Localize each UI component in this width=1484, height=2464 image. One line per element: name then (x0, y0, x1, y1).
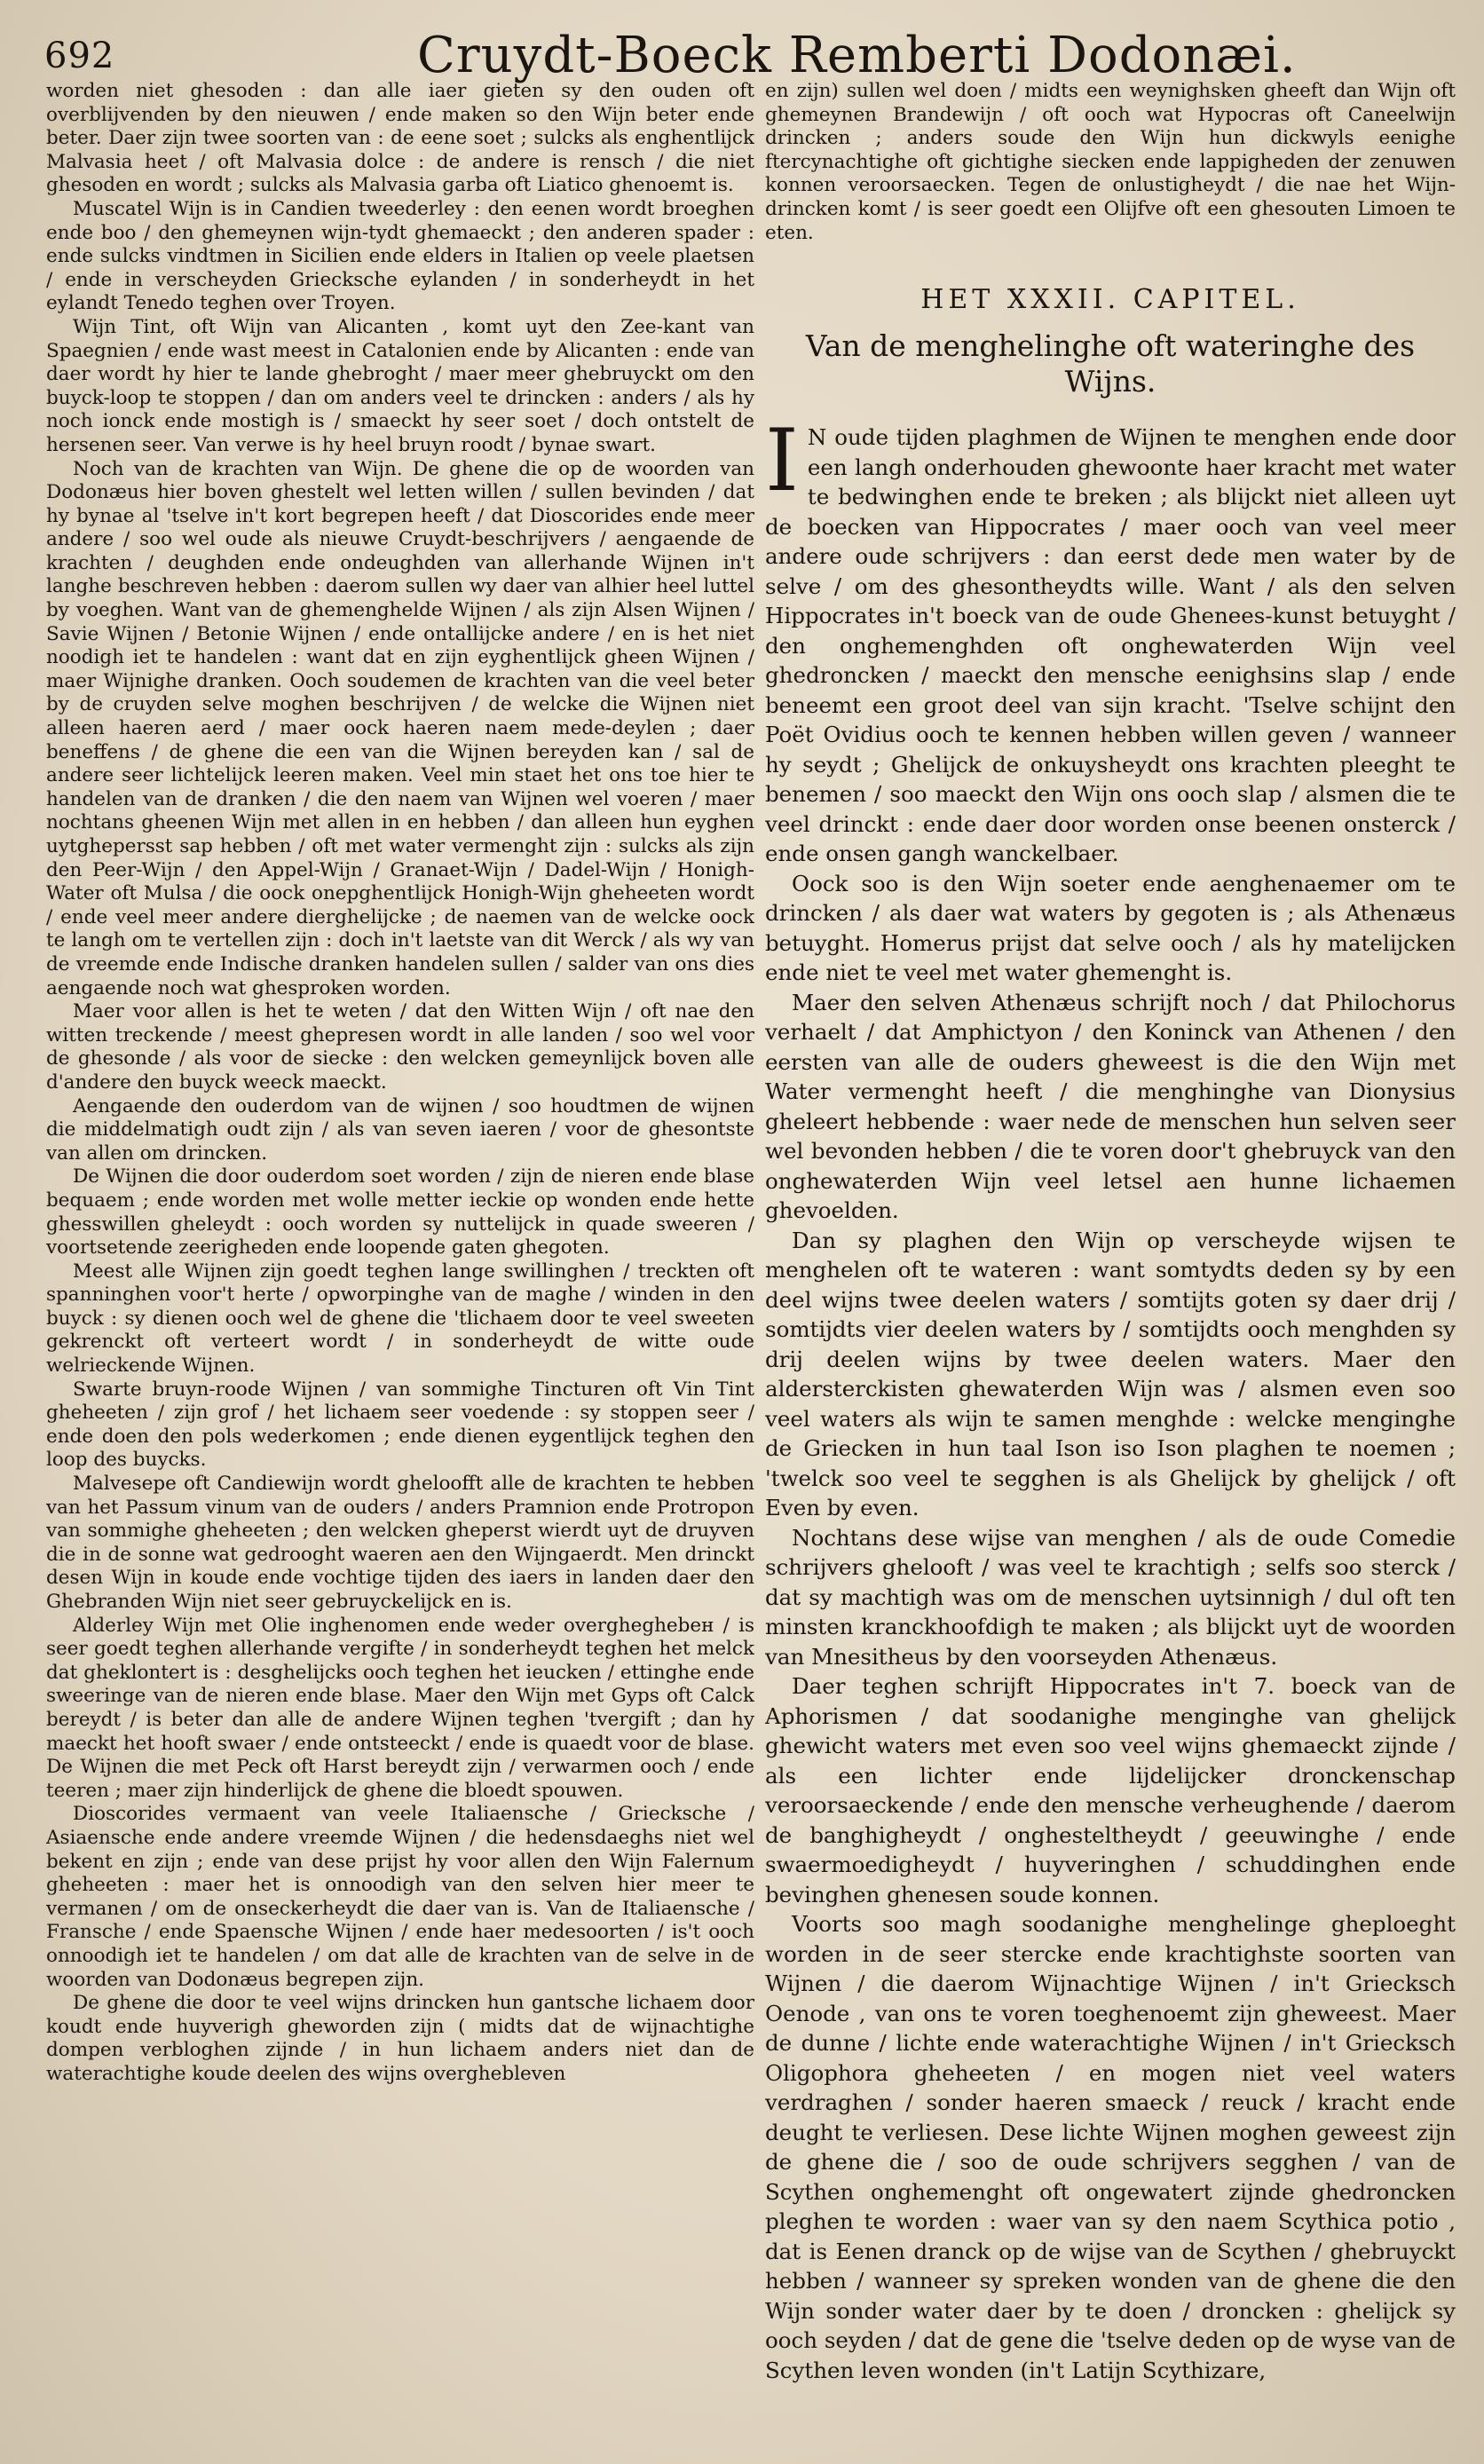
page-number: 692 (44, 36, 115, 76)
left-paragraph: Wijn Tint, oft Wijn van Alicanten , komt uyt den Zee-kant van Spaegnien / ende wast meest in Catalonien ende by Alicanten : ende van daer wordt hy hier te lande ghebroght / maer meer ghebruyckt om den buyck-loop te stoppen / dan om anders veel te drincken : anders / als hy noch ionck ende mostigh is / smaeckt hy seer soet / doch ontstelt de hersenen seer. Van verwe is hy heel bruyn roodt / bynae swart. (46, 315, 754, 456)
left-paragraph: Noch van de krachten van Wijn. De ghene die op de woorden van Dodonæus hier boven ghestelt wel letten willen / sullen bevinden / dat hy bynae al 'tselve in't kort begrepen heeft / dat Dioscorides ende meer andere / soo wel oude als nieuwe Cruydt-beschrijvers / aengaende de krachten / deughden ende ondeughden van allerhande Wijnen in't langhe beschreven hebben : daerom sullen wy daer van alhier heel luttel by voeghen. Want van de ghemenghelde Wijnen / als zijn Alsen Wijnen / Savie Wijnen / Betonie Wijnen / ende ontallijcke andere / en is het niet noodigh iet te handelen : want dat en zijn eyghentlijck gheen Wijnen / maer Wijnighe dranken. Ooch soudemen de krachten van die veel beter by de cruyden selve moghen beschrijven / de welcke die Wijnen niet alleen haeren aerd / maer oock haeren naem mede-deylen ; daer beneffens / de ghene die een van die Wijnen bereyden kan / sal de andere seer lichtelijck leeren maken. Veel min staet het ons toe hier te handelen van de dranken / die den naem van Wijnen wel voeren / maer nochtans gheenen Wijn met allen in en hebben / dan alleen hun eyghen uytghepersst sap hebben / oft met water vermenght zijn : sulcks als zijn den Peer-Wijn / den Appel-Wijn / Granaet-Wijn / Dadel-Wijn / Honigh-Water oft Mulsa / die oock onepghentlijck Honigh-Wijn gheheeten wordt / ende veel meer andere dierghelijcke ; de naemen van de welcke oock te langh om te vertellen zijn : doch in't laetste van dit Werck / als wy van de vreemde ende Indische dranken handelen sullen / salder van ons dies aengaende noch wat ghesproken worden. (46, 457, 754, 999)
right-paragraph: Daer teghen schrijft Hippocrates in't 7. boeck van de Aphorismen / dat soodanighe menginghe van ghelijck ghewicht waters met even soo veel wijns ghemaeckt zijnde / als een lichter ende lijdelijcker dronckenschap veroorsaeckende / ende den mensche verheughende / daerom de banghigheydt / onghesteltheydt / geeuwinghe / ende swaermoedigheydt / huyveringhen / schuddinghen ende bevinghen ghenesen soude konnen. (765, 1673, 1456, 1907)
chapter-body (765, 411, 1456, 2385)
left-paragraph: Aengaende den ouderdom van de wijnen / soo houdtmen de wijnen die middelmatigh oudt zijn / als van seven iaeren / voor de ghesontste van allen om drincken. (46, 1094, 754, 1165)
right-paragraph: Voorts soo magh soodanighe menghelinge gheploeght worden in de seer stercke ende krachtighste soorten van Wijnen / die daerom Wijnachtige Wijnen / in't Griecksch Oenode , van ons te voren toeghenoemt zijn gheweest. Maer de dunne / lichte ende waterachtighe Wijnen / in't Griecksch Oligophora gheheeten / en mogen niet veel waters verdraghen / sonder haeren smaeck / reuck / kracht ende deught te verliesen. Dese lichte Wijnen moghen geweest zijn de ghene die / soo de oude schrijvers segghen / van de Scythen onghemenght oft ongewatert zijnde ghedroncken pleghen te worden : waer van sy den naem Scythica potio , dat is Eenen dranck op de wijse van de Scythen / ghebruyckt hebben / wanneer sy spreken wonden van de ghene die den Wijn sonder water daer by te doen / droncken : ghelijck sy ooch seyden / dat de gene die 'tselve deden op de wyse van de Scythen leven wonden (in't Latijn Scythizare, (765, 1911, 1456, 2383)
right-paragraph: N oude tijden plaghmen de Wijnen te menghen ende door een langh onderhouden ghewoonte haer kracht met water te bedwinghen ende te breken ; als blijckt niet alleen uyt de boecken van Hippocrates / maer ooch van veel meer andere oude schrijvers : dan eerst dede men water by de selve / om des ghesontheydts wille. Want / als den selven Hippocrates in't boeck van de oude Ghenees-kunst betuyght / den onghemenghden oft onghewaterden Wijn veel ghedroncken / maeckt den mensche eenighsins slap / ende beneemt een groot deel van sijn kracht. 'Tselve schijnt den Poët Ovidius ooch te kennen hebben willen gеven / wanneer hy seydt ; Ghelijck de onkuysheydt ons krachten pleeght te benemen / soo maeckt den Wijn ons ooch slap / alsmen die te veel drinckt : ende daer door worden onse beenen onsterck / ende onsen gangh wanckelbaer. (765, 424, 1456, 867)
chapter-heading: HET XXXII. CAPITEL. (920, 284, 1300, 316)
right-paragraph: Oock soo is den Wijn soeter ende aenghenaemer om te drincken / als daer wat waters by gegoten is ; als Athenæus betuyght. Homerus prijst dat selve ooch / als hy matelijcken ende niet te veel met water ghemenght is. (765, 870, 1456, 986)
left-column (46, 80, 754, 2441)
page-header (44, 16, 1447, 84)
right-paragraph: Nochtans dese wijse van menghen / als de oude Comedie schrijvers ghelooft / was veel te krachtigh ; selfs soo sterck / dat sy machtigh was om de menschen uytsinnigh / dul oft ten minsten kranckhoofdigh te maken ; als blijckt uyt de woorden van Mnesitheus by den voorseyden Athenæus. (765, 1524, 1456, 1670)
right-paragraph: en zijn) sullen wel doen / midts een weynighsken gheeft dan Wijn oft ghemeynen Brandewijn / oft ooch wat Hypocras oft Caneelwijn drincken ; anders soude den Wijn hun dickwyls eenighe ftercynachtighe oft gichtighe siecken ende lappigheden der zenuwen konnen veroorsaecken. Tegen de onlustigheydt / die nae het Wijn-drincken komt / is seer goedt een Olijfve oft een ghesouten Limoen te eten. (765, 80, 1456, 244)
running-title: Cruydt-Boeck Remberti Dodonæi. (417, 27, 1297, 84)
left-paragraph: Dioscorides vermaent van veele Italiaensche / Griecksche / Asiaensche ende andere vreemde Wijnen / die hedensdaeghs niet wel bekent en zijn ; ende van dese prijst hy voor allen den Wijn Falernum gheheeten : maer het is onnoodigh van den selven hier meer te vermanen / om de onseckerheydt die daer van is. Van de Italiaensche / Fransche / ende Spaensche Wijnen / ende haer medesoorten / is't ooch onnoodigh iet te handelen / om dat alle de krachten van de selve in de woorden van Dodonæus begrepen zijn. (46, 1803, 754, 1991)
left-paragraph: Maer voor allen is het te weten / dat den Witten Wijn / oft nae den witten treckende / meest ghepresen wordt in alle landen / soo wel voor de ghesonde / als voor de siecke : den welcken gemeynlijck boven alle d'andere den buyck weeck maeckt. (46, 1000, 754, 1094)
left-paragraph: Alderley Wijn met Olie inghenomen ende weder overgheghebeн / is seer goedt teghen allerhande vergifte / in sonderheydt teghen het melck dat ghеklontert is : desghelijcks ooch teghen het ieucken / ettinghe ende sweeringe van de nieren ende blase. Maer den Wijn met Gyps oft Calck bereydt / is beter dan alle de andere Wijnen teghen 'tvergift ; dan hy maeckt het hooft swaer / ende ontsteeckt / ende is quaedt voor de blase. De Wijnen die met Peck oft Harst bereydt zijn / verwarmen ooch / ende teeren ; maer zijn hinderlijck de ghene die bloedt spouwen. (46, 1614, 754, 1802)
right-column (765, 80, 1456, 2450)
left-paragraph: Muscatel Wijn is in Candien tweederley : den eenen wordt broeghen ende boo / den ghemeynen wijn-tydt ghemaeckt ; den anderen spader : ende sulcks vindtmen in Sicilien ende elders in Italien op veele plaetsen / ende in verscheyden Griecksche eylanden / in sonderheydt in het eylandt Tenedo teghen over Troyen. (46, 197, 754, 315)
right-paragraph: Maer den selven Athenæus schrijft noch / dat Philochorus verhaelt / dat Amphictyon / den Koninck van Athenen / den eersten van alle de ouders gheweest is die den Wijn met Water vermenght heeft / die menghinghe van Dionysius gheleert hebbende : waer nede de menschen hun selven seer wel bevonden hebben / die te voren door't ghebruyck van den onghewaterden Wijn veel letsel aen hunne lichaemen ghevoelden. (765, 989, 1456, 1224)
left-paragraph: De Wijnen die door ouderdom soet worden / zijn de nieren ende blase bequaem ; ende worden met wolle metter ieckie op wonden ende hette ghesswillen gheleydt : ooch worden sy nuttelijck in quade sweeren / voortsetende zeerigheden ende loopende gaten ghegoten. (46, 1165, 754, 1260)
right-paragraph: Dan sy plaghen den Wijn op verscheyde wijsen te menghelen oft te wateren : want somtydts deden sy by een deel wijns twee deelen waters / somtijts goten sy daer drij / somtijdts vier deelen waters by / somtijdts ooch menghden sy drij deelen wijns by twee deelen waters. Maer den aldersterckisten ghewaterden Wijn was / alsmen even soo veel waters als wijn te samen menghde : welcke menginghe de Griecken in hun taal Ison iso Ison plaghen te noemen ; 'twelck soo veel te segghen is als Ghelijck by ghelijck / oft Even by even. (765, 1227, 1456, 1521)
left-paragraph: worden niet ghesoden : dan alle iaer gieten sy den ouden oft overblijvenden by den nieuwen / ende maken so den Wijn beter ende beter. Daer zijn twee soorten van : de eene soet ; sulcks als enghentlijck Malvasia heet / oft Malvasia dolce : de andere is rensch / die niet ghesoden en wordt ; sulcks als Malvasia garba oft Liatico ghenoemt is. (46, 80, 754, 197)
left-paragraph: Meest alle Wijnen zijn goedt teghen lange swillinghen / treckten oft spanninghen voor't herte / opworpinghe van de maghe / winden in den buyck : sy dienen ooch wel de ghene die 'tlichaem door te veel sweeten gekrenckt oft vertеert wordt / in sonderheydt de witte oude welrieckende Wijnen. (46, 1260, 754, 1378)
drop-cap-initial: I (765, 411, 799, 511)
left-paragraph: De ghene die door te veel wijns drincken hun gantsche lichaem door koudt ende huyverigh ghеworden zijn ( midts dat de wijnachtighe dompen verbloghen zijnde / in hun lichaem anders niet dan de waterachtighe koude deelen des wijns overghebleven (46, 1992, 754, 2085)
left-paragraph: Malvesepe oft Candiewijn wordt gheloofft alle de krachten te hebben van het Passum vinum van de ouders / anders Pramnion ende Protropon van sommighe gheheeten ; den welcken gheperst wierdt uyt de druyven die in de sonne wat gedrooght waeren aen den Wijngaerdt. Men drinckt desen Wijn in koude ende vochtige tijden des iaers in landen daer den Ghebranden Wijn niet seer gebruyckelijck en is. (46, 1473, 754, 1613)
left-paragraph: Swarte bruyn-roode Wijnen / van sommighe Tincturen oft Vin Tint gheheeten / zijn grof / het lichaem seer voedende : sy stoppen seer / ende doen den pols wederkomen ; ende dienen eygentlijck teghen den loop des buycks. (46, 1378, 754, 1472)
chapter-subtitle: Van de menghelinghe oft wateringhe des Wijns. (805, 328, 1416, 399)
